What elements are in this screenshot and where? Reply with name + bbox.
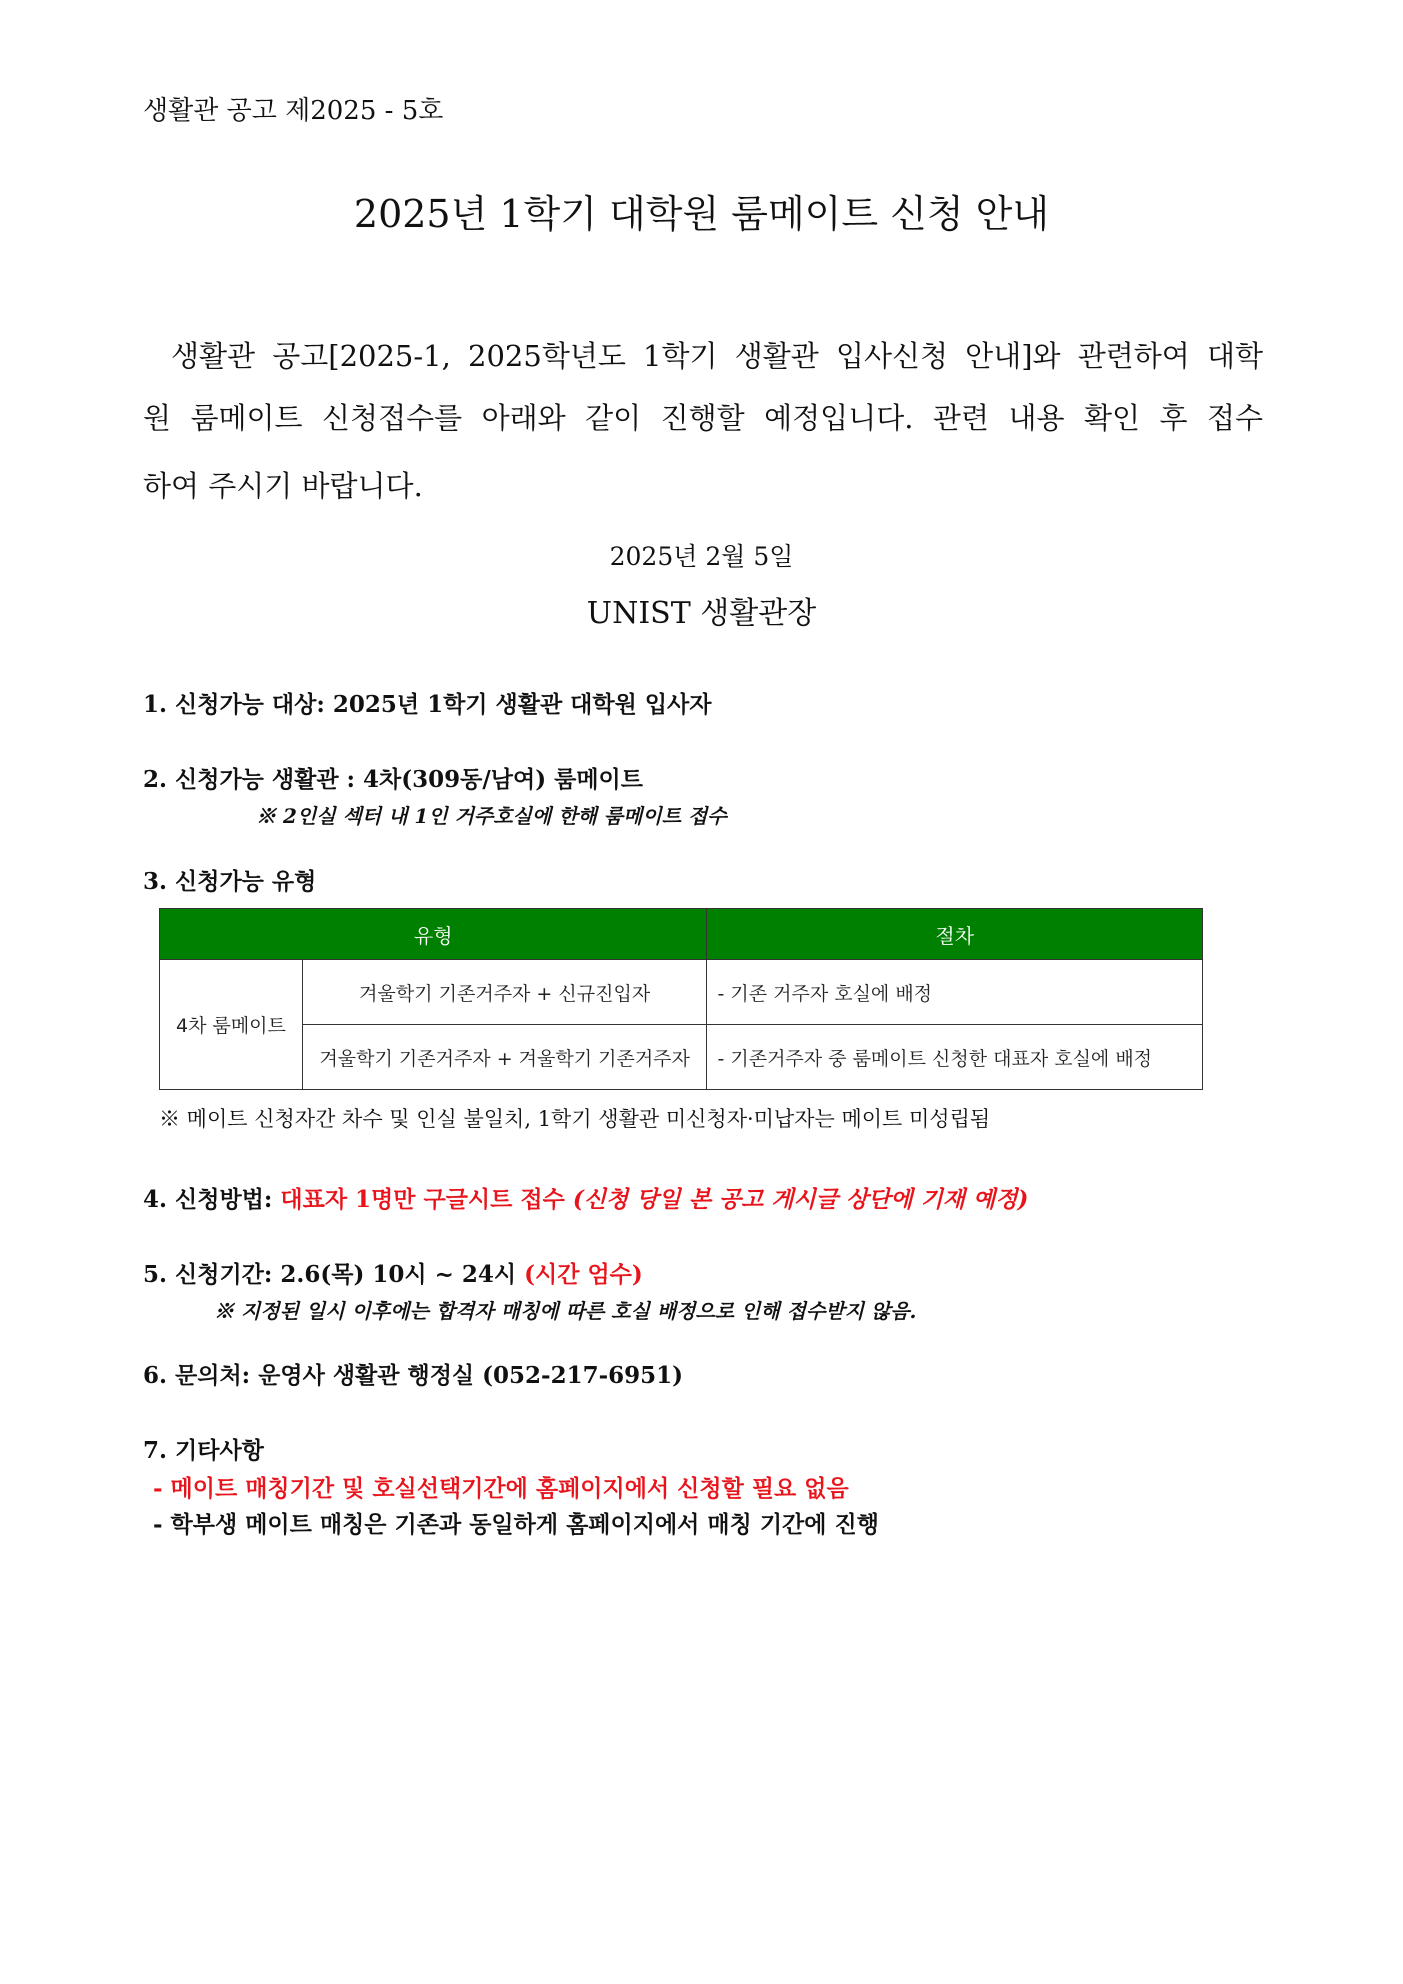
table-note: ※ 메이트 신청자간 차수 및 인실 불일치, 1학기 생활관 미신청자·미납자는 메이트 미성립됨 bbox=[159, 1107, 991, 1131]
intro-line-2: 원 룸메이트 신청접수를 아래와 같이 진행할 예정입니다. 관련 내용 확인 후 접수 bbox=[143, 401, 1263, 435]
section-3-types: 3. 신청가능 유형 bbox=[143, 868, 317, 895]
table-procedure-cell: - 기존 거주자 호실에 배정 bbox=[707, 960, 1203, 1025]
table-procedure-cell: - 기존거주자 중 룸메이트 신청한 대표자 호실에 배정 bbox=[707, 1025, 1203, 1090]
intro-line-3: 하여 주시기 바랍니다. bbox=[143, 469, 423, 503]
section-4-method bbox=[143, 1181, 1028, 1214]
section-4-highlight: 대표자 1명만 구글시트 접수 bbox=[280, 1186, 573, 1213]
section-5-period bbox=[143, 1256, 643, 1289]
notice-date: 2025년 2월 5일 bbox=[609, 542, 794, 571]
table-header-procedure: 절차 bbox=[707, 909, 1203, 960]
roommate-type-table bbox=[159, 908, 1203, 1090]
table-row bbox=[160, 960, 1203, 1025]
section-5-label: 5. 신청기간: 2.6(목) 10시 ~ 24시 bbox=[143, 1261, 525, 1288]
section-5-highlight: (시간 엄수) bbox=[524, 1261, 643, 1288]
table-group-cell: 4차 룸메이트 bbox=[160, 960, 303, 1090]
issuer: UNIST 생활관장 bbox=[586, 596, 817, 631]
section-4-label: 4. 신청방법: bbox=[143, 1186, 281, 1213]
section-2-note: ※ 2인실 섹터 내 1인 거주호실에 한해 룸메이트 접수 bbox=[256, 804, 727, 828]
table-row bbox=[160, 1025, 1203, 1090]
page-title: 2025년 1학기 대학원 룸메이트 신청 안내 bbox=[353, 192, 1050, 236]
section-7-item-2: - 학부생 메이트 매칭은 기존과 동일하게 홈페이지에서 매칭 기간에 진행 bbox=[153, 1511, 879, 1538]
section-6-contact: 6. 문의처: 운영사 생활관 행정실 (052-217-6951) bbox=[143, 1362, 684, 1389]
section-7-other: 7. 기타사항 bbox=[143, 1437, 264, 1464]
table-type-cell: 겨울학기 기존거주자 + 신규진입자 bbox=[302, 960, 707, 1025]
section-4-italic-note: (신청 당일 본 공고 게시글 상단에 기재 예정) bbox=[572, 1186, 1029, 1213]
section-2-dormitory: 2. 신청가능 생활관 : 4차(309동/남여) 룸메이트 bbox=[143, 766, 643, 793]
intro-line-1: 생활관 공고[2025-1, 2025학년도 1학기 생활관 입사신청 안내]와 관련하여 대학 bbox=[171, 339, 1263, 373]
section-7-item-1: - 메이트 매칭기간 및 호실선택기간에 홈페이지에서 신청할 필요 없음 bbox=[153, 1475, 849, 1502]
notice-number: 생활관 공고 제2025 - 5호 bbox=[143, 96, 444, 126]
table-header-row bbox=[160, 909, 1203, 960]
section-1-eligibility: 1. 신청가능 대상: 2025년 1학기 생활관 대학원 입사자 bbox=[143, 691, 712, 718]
section-5-note: ※ 지정된 일시 이후에는 합격자 매칭에 따른 호실 배정으로 인해 접수받지 않음. bbox=[214, 1299, 917, 1323]
table-type-cell: 겨울학기 기존거주자 + 겨울학기 기존거주자 bbox=[302, 1025, 707, 1090]
table-header-type: 유형 bbox=[160, 909, 707, 960]
